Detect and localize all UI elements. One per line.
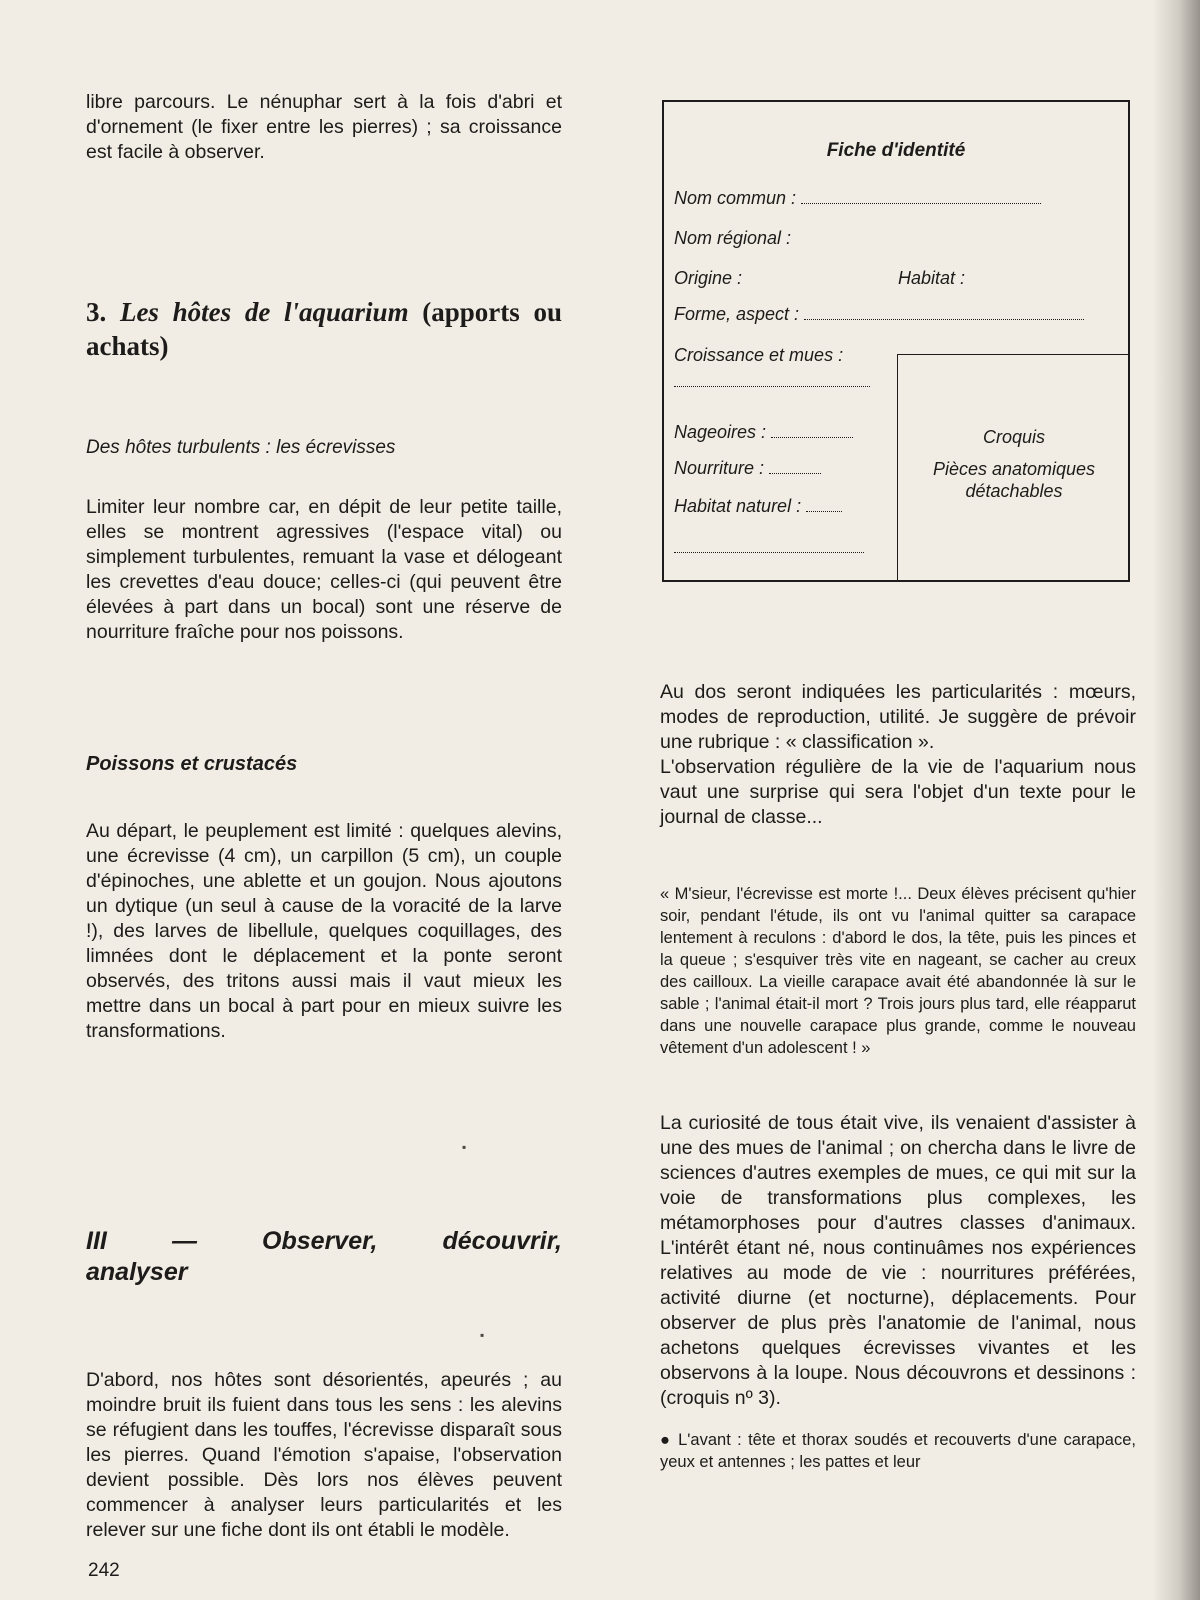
section-3-line2: analyser: [86, 1258, 188, 1286]
fiche-label-nom-regional: Nom régional :: [674, 228, 792, 248]
section-3-title: [86, 295, 562, 363]
fiche-title: Fiche d'identité: [826, 140, 966, 161]
fiche-label-origine: Origine :: [674, 268, 743, 288]
fiche-label-nom-commun: Nom commun :: [674, 188, 797, 208]
section-3-heading: [86, 1226, 562, 1288]
quote-paragraph: « M'sieur, l'écrevisse est morte !... Deux élèves précisent qu'hier soir, pendant l'étude, ils ont vu l'animal quitter sa carapace lentement à reculons : d'abord le dos, la tête, puis les pinces et la queue ; s'esquiver très vite en nageant, se cacher au creux des cailloux. La vieille carapace avait été abandonnée là sur le sable ; l'animal était-il mort ? Trois jours plus tard, elle réapparut dans une nouvelle carapace plus grande, comme le nouveau vêtement d'un adolescent ! »: [660, 885, 1136, 1057]
fiche-label-habitat-naturel: Habitat naturel :: [674, 496, 802, 516]
pieces-label: Pièces anatomiques: [932, 459, 1096, 479]
detachables-label: détachables: [965, 481, 1063, 501]
observation-paragraph: L'observation régulière de la vie de l'aquarium nous vaut une surprise qui sera l'objet d'un texte pour le journal de classe...: [660, 756, 1136, 828]
page-edge-shadow: [1152, 0, 1200, 1600]
print-speck: ▪: [462, 1140, 467, 1154]
section-title-rest: (apports ou achats): [86, 297, 562, 361]
fiche-label-habitat: Habitat :: [898, 268, 966, 288]
fiche-label-nourriture: Nourriture :: [674, 458, 765, 478]
dos-paragraph: Au dos seront indiquées les particularités : mœurs, modes de reproduction, utilité. Je suggère de prévoir une rubrique : « classification ».: [660, 681, 1136, 753]
print-speck: ▪: [480, 1328, 485, 1342]
section-3-line1: III — Observer, découvrir,: [86, 1227, 562, 1255]
fiche-label-croissance: Croissance et mues :: [674, 345, 844, 365]
croquis-label: Croquis: [982, 427, 1046, 447]
poissons-paragraph: Au départ, le peuplement est limité : quelques alevins, une écrevisse (4 cm), un carpillon (5 cm), un couple d'épinoches, une ablette et un goujon. Nous ajoutons un dytique (un seul à cause de la voracité de la larve !), des larves de libellule, quelques coquillages, des limnées dont le déplacement et la ponte seront observés, des tritons aussi mais il vaut mieux les mettre dans un bocal à part pour en mieux suivre les transformations.: [86, 820, 562, 1042]
right-column: [660, 90, 1136, 1473]
page-number: 242: [88, 1560, 120, 1581]
intro-paragraph: libre parcours. Le nénuphar sert à la fois d'abri et d'ornement (le fixer entre les pierres) ; sa croissance est facile à observer.: [86, 91, 562, 163]
subheading-ecrevisses: Des hôtes turbulents : les écrevisses: [86, 437, 396, 458]
bullet-avant: ● L'avant : tête et thorax soudés et recouverts d'une carapace, yeux et antennes ; les pattes et leur: [660, 1431, 1136, 1471]
fiche-label-nageoires: Nageoires :: [674, 422, 767, 442]
curiosite-paragraph: La curiosité de tous était vive, ils venaient d'assister à une des mues de l'animal ; on chercha dans le livre de sciences d'autres exemples de mues, ce qui mit sur la voie de transformations plus complexes, les métamorphoses pour d'autres classes d'animaux. L'intérêt étant né, nous continuâmes nos expériences relatives au mode de vie : nourritures préférées, activité diurne (et nocturne), déplacements. Pour observer de plus près l'anatomie de l'animal, nous achetons quelques écrevisses vivantes et les observons à la loupe. Nous découvrons et dessinons : (croquis nº 3).: [660, 1112, 1136, 1409]
subheading-poissons: Poissons et crustacés: [86, 753, 298, 775]
ecrevisses-paragraph: Limiter leur nombre car, en dépit de leur petite taille, elles se montrent agressives (l'espace vital) ou simplement turbulentes, remuant la vase et délogeant les crevettes d'eau douce; celles-ci (qui peuvent être élevées à part dans un bocal) sont une réserve de nourriture fraîche pour nos poissons.: [86, 496, 562, 643]
section-title-italic: Les hôtes de l'aquarium: [119, 297, 409, 327]
left-column: [86, 90, 562, 1543]
observer-paragraph: D'abord, nos hôtes sont désorientés, apeurés ; au moindre bruit ils fuient dans tous les sens : les alevins se réfugient dans les touffes, l'écrevisse disparaît sous les pierres. Quand l'émotion s'apaise, l'observation devient possible. Dès lors nos élèves peuvent commencer à analyser leurs particularités et les relever sur une fiche dont ils ont établi le modèle.: [86, 1369, 562, 1541]
fiche-label-forme: Forme, aspect :: [674, 304, 800, 324]
section-number: 3.: [86, 297, 107, 327]
